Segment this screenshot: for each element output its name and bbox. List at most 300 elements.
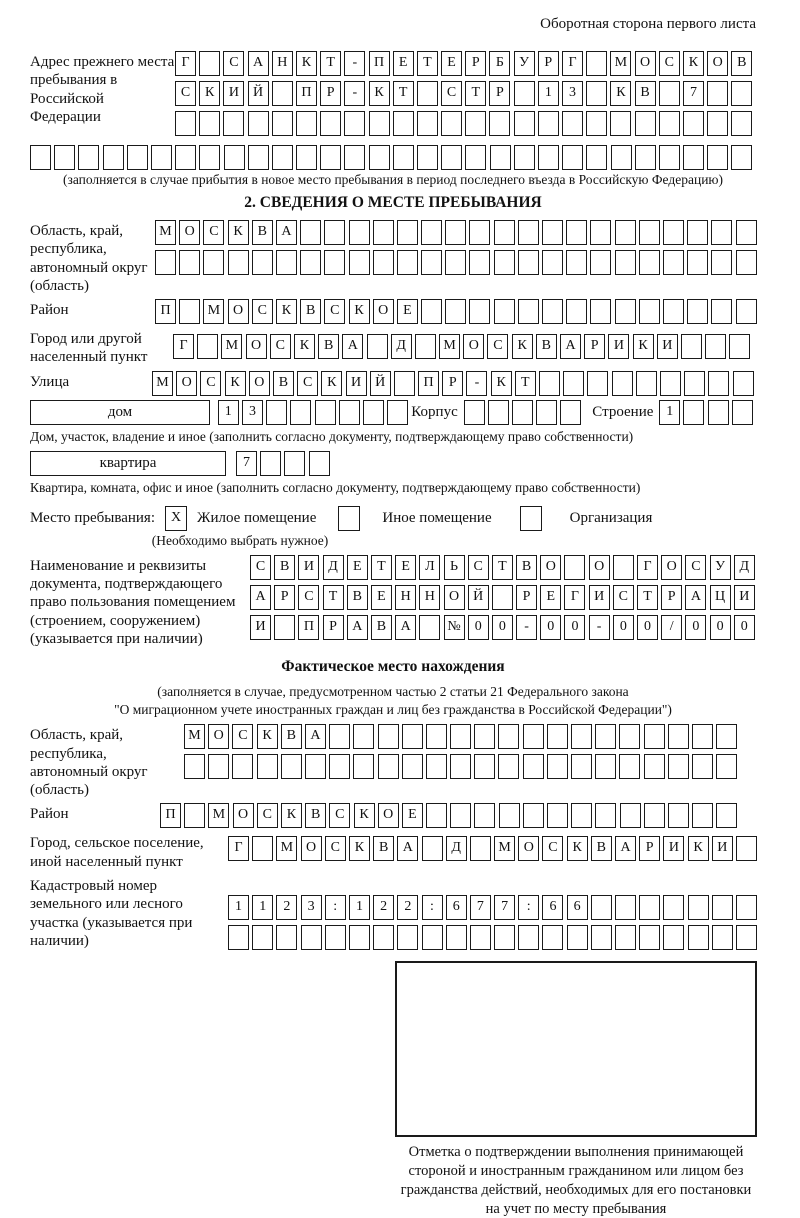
char-box: С [659, 51, 680, 76]
char-box: И [250, 615, 271, 640]
char-box [518, 220, 539, 245]
char-box [151, 145, 172, 170]
char-box: У [514, 51, 535, 76]
char-box: : [518, 895, 539, 920]
char-box: Т [393, 81, 414, 106]
char-box [683, 400, 704, 425]
char-box: 0 [613, 615, 634, 640]
char-box: 2 [276, 895, 297, 920]
char-box [595, 754, 616, 779]
char-box: О [208, 724, 229, 749]
char-box [378, 724, 399, 749]
prev-address-line1 [175, 51, 756, 76]
apartment-note: Квартира, комната, офис и иное (заполнить согласно документу, подтверждающему право собственности) [30, 479, 641, 495]
district-label: Район [30, 302, 69, 319]
char-box: Н [395, 585, 416, 610]
prev-address-line2 [175, 81, 756, 106]
char-box: К [349, 299, 370, 324]
char-box [688, 895, 709, 920]
char-box [711, 220, 732, 245]
house-number-cells [218, 400, 412, 425]
region-row [30, 220, 756, 295]
char-box: В [591, 836, 612, 861]
char-box: В [635, 81, 656, 106]
char-box [644, 803, 665, 828]
char-box [155, 250, 176, 275]
char-box [320, 111, 341, 136]
char-box [707, 145, 728, 170]
char-box: С [324, 299, 345, 324]
char-box [542, 220, 563, 245]
char-box [464, 400, 485, 425]
char-box: Г [173, 334, 194, 359]
char-box [272, 81, 293, 106]
apartment-type-box: квартира [30, 451, 226, 476]
char-box: О [589, 555, 610, 580]
actual-city-row [30, 832, 756, 871]
char-box: - [589, 615, 610, 640]
char-box: К [225, 371, 246, 396]
char-box [309, 451, 330, 476]
char-box: К [199, 81, 220, 106]
char-box [252, 836, 273, 861]
char-box: - [516, 615, 537, 640]
char-box [426, 754, 447, 779]
char-box: Ц [710, 585, 731, 610]
char-box [736, 220, 757, 245]
char-box: Р [584, 334, 605, 359]
house-note: Дом, участок, владение и иное (заполнить согласно документу, подтверждающему право собственности) [30, 428, 634, 444]
char-box: Т [320, 51, 341, 76]
char-box [349, 925, 370, 950]
char-box [421, 220, 442, 245]
char-box [514, 111, 535, 136]
char-box [199, 51, 220, 76]
char-box [639, 250, 660, 275]
char-box: О [463, 334, 484, 359]
document-label: Наименование и реквизиты документа, подтверждающего право пользования помещением (строением, сооружением) (указывается при наличии) [30, 557, 236, 647]
char-box [274, 615, 295, 640]
char-box [681, 334, 702, 359]
char-box: Р [465, 51, 486, 76]
char-box [736, 836, 757, 861]
char-box [465, 145, 486, 170]
char-box [659, 145, 680, 170]
char-box [639, 220, 660, 245]
page-title: Оборотная сторона первого листа [540, 16, 756, 32]
char-box [387, 400, 408, 425]
apartment-row [30, 451, 756, 476]
char-box [474, 754, 495, 779]
region-label: Область, край, республика, автономный округ (область) [30, 223, 148, 294]
char-box: Л [419, 555, 440, 580]
char-box [615, 895, 636, 920]
char-box [494, 250, 515, 275]
char-box: Г [637, 555, 658, 580]
char-box: Н [272, 51, 293, 76]
char-box [560, 400, 581, 425]
char-box: М [208, 803, 229, 828]
char-box [687, 299, 708, 324]
char-box [619, 754, 640, 779]
char-box [659, 111, 680, 136]
char-box [494, 299, 515, 324]
char-box [363, 400, 384, 425]
char-box: У [710, 555, 731, 580]
char-box [54, 145, 75, 170]
char-box [470, 925, 491, 950]
char-box [426, 724, 447, 749]
char-box [127, 145, 148, 170]
char-box [232, 754, 253, 779]
char-box [562, 111, 583, 136]
char-box: О [228, 299, 249, 324]
char-box [663, 250, 684, 275]
char-box [272, 111, 293, 136]
char-box: С [468, 555, 489, 580]
apartment-cells [236, 451, 333, 476]
char-box [687, 220, 708, 245]
char-box [257, 754, 278, 779]
stroenie-label: Строение [592, 403, 654, 420]
cadastral-label: Кадастровый номер земельного или лесного участка (указывается при наличии) [30, 878, 193, 949]
char-box: С [487, 334, 508, 359]
char-box [736, 250, 757, 275]
char-box: И [223, 81, 244, 106]
char-box [353, 754, 374, 779]
char-box [474, 724, 495, 749]
document-line1 [250, 555, 758, 580]
stay-type-note: (Необходимо выбрать нужное) [151, 532, 329, 548]
char-box [474, 803, 495, 828]
char-box: Г [562, 51, 583, 76]
char-box: : [422, 895, 443, 920]
char-box: К [610, 81, 631, 106]
actual-location-note2: "О миграционном учете иностранных граждан и лиц без гражданства в Российской Федерации") [114, 702, 672, 718]
char-box: И [663, 836, 684, 861]
char-box [729, 334, 750, 359]
district-cells [155, 299, 760, 324]
char-box [610, 111, 631, 136]
char-box: П [155, 299, 176, 324]
char-box: 7 [470, 895, 491, 920]
char-box: С [252, 299, 273, 324]
char-box: С [325, 836, 346, 861]
char-box: 0 [734, 615, 755, 640]
char-box [712, 895, 733, 920]
char-box: 0 [710, 615, 731, 640]
char-box [248, 145, 269, 170]
char-box [324, 220, 345, 245]
char-box [659, 81, 680, 106]
char-box: Ь [444, 555, 465, 580]
char-box [663, 895, 684, 920]
char-box [397, 220, 418, 245]
prev-address-label: Адрес прежнего места пребывания в Российской Федерации [30, 54, 175, 125]
char-box [523, 724, 544, 749]
char-box [587, 371, 608, 396]
korpus-cells [464, 400, 585, 425]
char-box [683, 145, 704, 170]
char-box: Т [465, 81, 486, 106]
char-box [373, 925, 394, 950]
char-box [175, 111, 196, 136]
char-box [635, 145, 656, 170]
char-box: И [712, 836, 733, 861]
char-box: В [300, 299, 321, 324]
char-box: С [257, 803, 278, 828]
stay-type-option-organization: Организация [569, 509, 653, 526]
char-box [615, 925, 636, 950]
char-box [564, 555, 585, 580]
char-box [228, 250, 249, 275]
char-box [445, 250, 466, 275]
char-box: А [685, 585, 706, 610]
char-box: М [184, 724, 205, 749]
char-box [349, 220, 370, 245]
char-box: 2 [397, 895, 418, 920]
char-box [470, 836, 491, 861]
char-box: С [200, 371, 221, 396]
char-box: К [296, 51, 317, 76]
char-box [369, 111, 390, 136]
char-box [692, 754, 713, 779]
char-box [248, 111, 269, 136]
char-box [542, 250, 563, 275]
char-box: К [281, 803, 302, 828]
char-box [197, 334, 218, 359]
char-box [716, 754, 737, 779]
char-box [514, 81, 535, 106]
stay-type-label: Место пребывания: [30, 509, 155, 526]
char-box [421, 299, 442, 324]
char-box [397, 250, 418, 275]
char-box: О [707, 51, 728, 76]
char-box: В [731, 51, 752, 76]
char-box: Р [320, 81, 341, 106]
char-box [223, 111, 244, 136]
document-line3 [250, 615, 758, 640]
char-box: 3 [242, 400, 263, 425]
char-box [538, 145, 559, 170]
char-box [417, 145, 438, 170]
char-box [663, 925, 684, 950]
stay-type-checkbox-residential: X [165, 506, 187, 531]
char-box [492, 585, 513, 610]
char-box: 3 [562, 81, 583, 106]
actual-city-cells [228, 836, 760, 861]
stamp-caption: Отметка о подтверждении выполнения принимающей стороной и иностранным гражданином или лицом без гражданства действий, необходимых для его постановки на учет по месту пребывания [400, 1144, 752, 1217]
char-box: В [274, 555, 295, 580]
char-box [103, 145, 124, 170]
char-box [494, 925, 515, 950]
char-box: С [542, 836, 563, 861]
char-box [422, 925, 443, 950]
char-box [417, 81, 438, 106]
char-box [547, 724, 568, 749]
stay-type-checkbox-organization [520, 506, 542, 531]
section2-heading: 2. СВЕДЕНИЯ О МЕСТЕ ПРЕБЫВАНИЯ [244, 194, 542, 211]
char-box: С [613, 585, 634, 610]
char-box [422, 836, 443, 861]
char-box [441, 145, 462, 170]
char-box [488, 400, 509, 425]
stamp-box [395, 961, 757, 1137]
char-box: Е [395, 555, 416, 580]
char-box [494, 220, 515, 245]
char-box [615, 250, 636, 275]
char-box [707, 81, 728, 106]
char-box [590, 220, 611, 245]
char-box [208, 754, 229, 779]
char-box [224, 145, 245, 170]
char-box: А [615, 836, 636, 861]
char-box: И [734, 585, 755, 610]
char-box: Р [639, 836, 660, 861]
char-box [707, 111, 728, 136]
char-box [260, 451, 281, 476]
actual-district-cells [160, 803, 741, 828]
char-box [711, 299, 732, 324]
char-box [708, 400, 729, 425]
char-box [415, 334, 436, 359]
char-box [733, 371, 754, 396]
char-box: П [296, 81, 317, 106]
char-box [539, 371, 560, 396]
char-box: О [378, 803, 399, 828]
char-box: К [349, 836, 370, 861]
char-box [639, 299, 660, 324]
char-box: 1 [659, 400, 680, 425]
char-box: В [371, 615, 392, 640]
char-box [353, 724, 374, 749]
char-box [595, 724, 616, 749]
char-box: 0 [564, 615, 585, 640]
char-box [688, 925, 709, 950]
char-box [290, 400, 311, 425]
char-box: № [444, 615, 465, 640]
char-box: С [297, 371, 318, 396]
char-box: Й [248, 81, 269, 106]
char-box [586, 111, 607, 136]
char-box [179, 250, 200, 275]
char-box: К [354, 803, 375, 828]
char-box [620, 803, 641, 828]
char-box: П [298, 615, 319, 640]
char-box: С [270, 334, 291, 359]
city-row [30, 328, 756, 367]
char-box: М [439, 334, 460, 359]
char-box: 1 [228, 895, 249, 920]
char-box [272, 145, 293, 170]
char-box: М [152, 371, 173, 396]
actual-city-label: Город, сельское поселение, иной населенный пункт [30, 835, 204, 870]
char-box: Е [540, 585, 561, 610]
char-box: К [257, 724, 278, 749]
char-box [490, 145, 511, 170]
char-box: - [466, 371, 487, 396]
char-box: И [346, 371, 367, 396]
char-box: Д [446, 836, 467, 861]
prev-address-row [30, 51, 756, 141]
char-box [179, 299, 200, 324]
cadastral-row [30, 875, 756, 955]
char-box [591, 895, 612, 920]
char-box: Й [370, 371, 391, 396]
char-box [344, 111, 365, 136]
char-box: Г [175, 51, 196, 76]
char-box [523, 803, 544, 828]
city-label: Город или другой населенный пункт [30, 331, 148, 366]
char-box: А [347, 615, 368, 640]
char-box [315, 400, 336, 425]
char-box [184, 803, 205, 828]
char-box [296, 145, 317, 170]
char-box [566, 250, 587, 275]
prev-address-note: (заполняется в случае прибытия в новое место пребывания в период последнего въезда в Российскую Федерацию) [62, 172, 724, 187]
char-box: С [203, 220, 224, 245]
char-box: С [175, 81, 196, 106]
char-box: О [176, 371, 197, 396]
char-box: О [301, 836, 322, 861]
char-box: 7 [494, 895, 515, 920]
char-box: Е [441, 51, 462, 76]
actual-region-label: Область, край, республика, автономный округ (область) [30, 727, 148, 799]
char-box: А [395, 615, 416, 640]
char-box [30, 145, 51, 170]
char-box: Д [323, 555, 344, 580]
char-box: / [661, 615, 682, 640]
char-box: К [276, 299, 297, 324]
char-box [732, 400, 753, 425]
char-box: Р [489, 81, 510, 106]
char-box [644, 754, 665, 779]
char-box [419, 615, 440, 640]
char-box [563, 371, 584, 396]
char-box [547, 803, 568, 828]
char-box: Т [371, 555, 392, 580]
char-box [498, 754, 519, 779]
char-box: А [342, 334, 363, 359]
char-box [590, 250, 611, 275]
char-box: А [560, 334, 581, 359]
char-box [518, 250, 539, 275]
actual-region-line2 [184, 754, 740, 779]
char-box: 1 [218, 400, 239, 425]
char-box: 0 [492, 615, 513, 640]
char-box: К [683, 51, 704, 76]
char-box: Е [402, 803, 423, 828]
actual-region-line1 [184, 724, 740, 749]
char-box: Т [492, 555, 513, 580]
street-row [30, 371, 756, 396]
char-box: К [369, 81, 390, 106]
char-box: О [444, 585, 465, 610]
char-box [301, 925, 322, 950]
char-box: И [657, 334, 678, 359]
char-box [184, 754, 205, 779]
char-box: Р [323, 615, 344, 640]
char-box: Н [419, 585, 440, 610]
char-box [660, 371, 681, 396]
char-box: 3 [301, 895, 322, 920]
char-box: А [397, 836, 418, 861]
char-box [329, 754, 350, 779]
char-box: С [441, 81, 462, 106]
char-box [175, 145, 196, 170]
char-box: В [273, 371, 294, 396]
char-box: В [347, 585, 368, 610]
